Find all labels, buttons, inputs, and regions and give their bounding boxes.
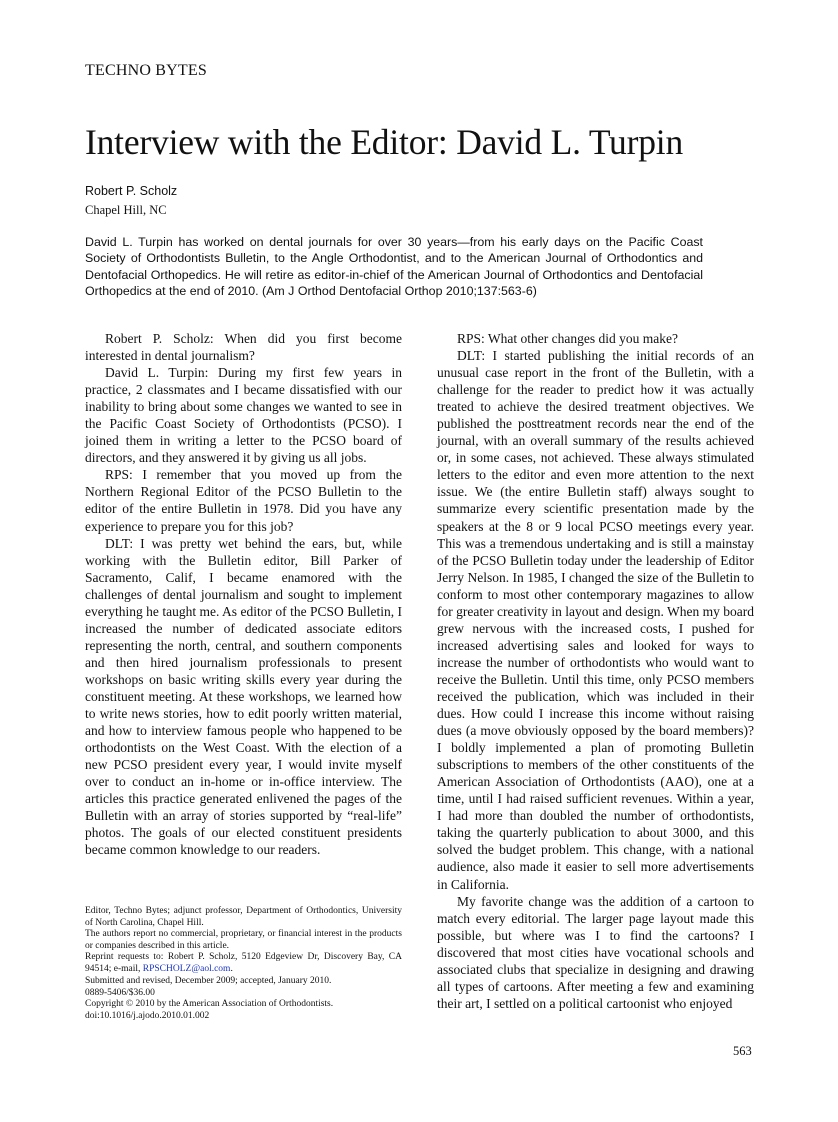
- footnote-doi: doi:10.1016/j.ajodo.2010.01.002: [85, 1010, 210, 1021]
- footnotes: [85, 906, 402, 1022]
- page-number: 563: [733, 1044, 752, 1058]
- footnote-conflict: The authors report no commercial, proprietary, or financial interest in the products or companies described in this article.: [85, 929, 402, 951]
- article-title: Interview with the Editor: David L. Turpin: [85, 122, 683, 162]
- author-name: Robert P. Scholz: [85, 184, 178, 198]
- paragraph: RPS: What other changes did you make?: [457, 331, 678, 346]
- email-link[interactable]: RPSCHOLZ@aol.com: [142, 963, 231, 974]
- body-column-right: [437, 330, 754, 1012]
- paragraph: Robert P. Scholz: When did you first become interested in dental journalism?: [85, 331, 402, 364]
- section-label: TECHNO BYTES: [85, 62, 207, 79]
- paragraph: RPS: I remember that you moved up from the Northern Regional Editor of the PCSO Bulletin to the editor of the entire Bulletin in 1978. Did you have any experience to prepare you for this job?: [85, 467, 402, 534]
- body-column-left: [85, 330, 402, 858]
- paragraph: My favorite change was the addition of a cartoon to match every editorial. The larger page layout made this possible, but where was I to find the cartoons? I discovered that most cities have vocational schools and associated clubs that specialize in designing and drawing all types of cartoons. After meeting a few and examining their art, I settled on a political cartoonist who enjoyed: [437, 893, 754, 1011]
- paragraph: DLT: I was pretty wet behind the ears, but, while working with the Bulletin editor, Bill Parker of Sacramento, Calif, I became enamored with the challenges of dental journalism and sought to implement everything he taught me. As editor of the PCSO Bulletin, I increased the number of dedicated associate editors representing the north, central, and southern components and then hired journalism professionals to present workshops on basic writing skills every year during the constituent meeting. At these workshops, we learned how to write news stories, how to edit poorly written material, and how to interview famous people who happened to be orthodontists on the West Coast. With the election of a new PCSO president every year, I would invite myself over to conduct an in-home or in-office interview. The articles this practice generated enlivened the pages of the Bulletin with an array of stories supported by “real-life” photos. The goals of our elected constituent presidents became common knowledge to our readers.: [85, 535, 402, 858]
- author-affiliation: Chapel Hill, NC: [85, 203, 167, 217]
- footnote-dates: Submitted and revised, December 2009; accepted, January 2010.: [85, 976, 332, 987]
- reprint-text: Reprint requests to: Robert P. Scholz, 5120 Edgeview Dr, Discovery Bay, CA 94514; e-mail,: [85, 952, 402, 974]
- reprint-end: .: [230, 963, 233, 974]
- paragraph: DLT: I started publishing the initial records of an unusual case report in the front of the Bulletin, with a challenge for the reader to predict how it was actually treated to achieve the desired treatment objectives. We published the posttreatment records near the end of the journal, with an overall summary of the results achieved or, in some cases, not achieved. These always stimulated letters to the editor and even more attention to the next issue. We (the entire Bulletin staff) always sought to summarize every scientific presentation made by the speakers at the 8 or 9 local PCSO meetings every year. This was a tremendous undertaking and is still a mainstay of the PCSO Bulletin today under the leadership of Editor Jerry Nelson. In 1985, I changed the size of the Bulletin to conform to most other contemporary magazines to allow for greater creativity in layout and design. When my board grew nervous with the increased costs, I pushed for increased advertising sales and looked for ways to increase the number of orthodontists who would want to receive the Bulletin. Until this time, only PCSO members received the publication, which was included in their dues. How could I increase this income without raising dues (a move obviously opposed by the board members)? I boldly implemented a plan of promoting Bulletin subscriptions to members of the other constituents of the American Association of Orthodontists (AAO), one at a time, until I had raised sufficient revenues. Within a year, I had more than doubled the number of orthodontists, taking the quarterly publication to about 3000, and this solved the budget problem. This change, with a national audience, also made it easier to sell more advertisements in California.: [437, 348, 754, 892]
- footnote-reprint: [85, 952, 402, 975]
- footnote-copyright: Copyright © 2010 by the American Association of Orthodontists.: [85, 999, 334, 1010]
- footnote-affiliation: Editor, Techno Bytes; adjunct professor, Department of Orthodontics, University of North Carolina, Chapel Hill.: [85, 906, 402, 928]
- paragraph: David L. Turpin: During my first few years in practice, 2 classmates and I became dissatisfied with our inability to bring about some changes we wanted to see in the Pacific Coast Society of Orthodontists (PCSO). I joined them in writing a letter to the PCSO board of directors, and they answered it by giving us all jobs.: [85, 365, 402, 466]
- abstract: David L. Turpin has worked on dental journals for over 30 years—from his early days on the Pacific Coast Society of Orthodontists Bulletin, to the Angle Orthodontist, and to the American Journal of Orthodontics and Dentofacial Orthopedics. He will retire as editor-in-chief of the American Journal of Orthodontics and Dentofacial Orthopedics at the end of 2010. (Am J Orthod Dentofacial Orthop 2010;137:563-6): [85, 235, 703, 298]
- footnote-issn: 0889-5406/$36.00: [85, 987, 155, 998]
